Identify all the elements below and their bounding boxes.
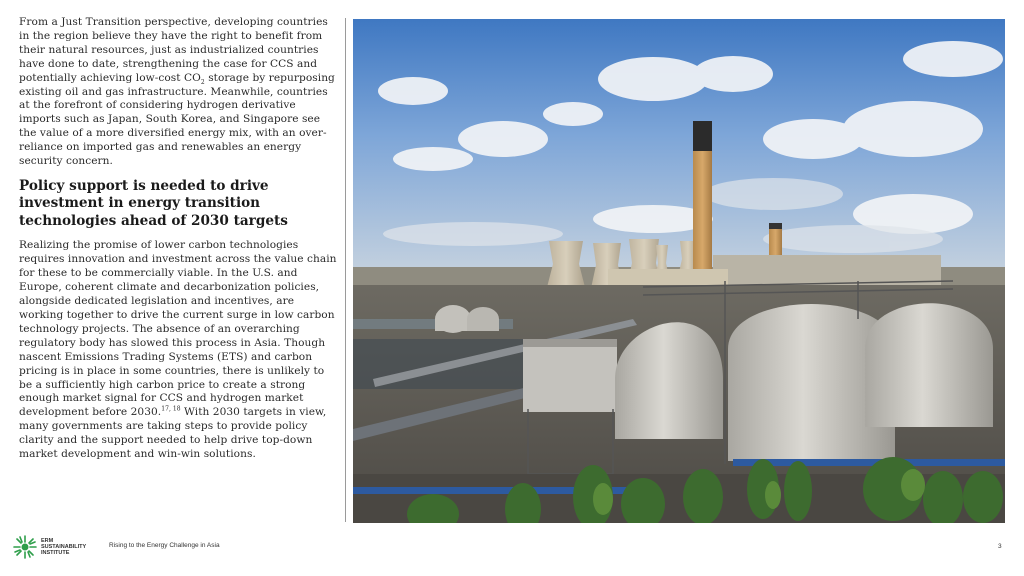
article-text [19, 16, 339, 462]
page-number: 3 [998, 543, 1002, 550]
power-station-photo [353, 19, 1005, 523]
footnote-refs[interactable]: 17, 18 [161, 405, 181, 413]
org-line-2: SUSTAINABILITY [41, 544, 87, 550]
paragraph-text: From a Just Transition perspective, developing countries in the region believe they have the right to benefit from their natural resources, just as industrialized countries have done to date, strengthening the case for CCS and potentially achieving low-cost CO [19, 16, 328, 84]
erm-logo-icon [12, 534, 38, 560]
erm-institute-name [41, 538, 86, 556]
section-heading: Policy support is needed to drive investment in energy transition technologies ahead of 2030 targets [19, 177, 288, 229]
column-divider [345, 18, 346, 522]
org-line-3: INSTITUTE [41, 550, 70, 556]
paragraph-text-end: With 2030 targets in view, many governments are taking steps to provide policy clarity and the support needed to help drive top-down market development and win-win solutions. [19, 406, 327, 461]
paragraph-just-transition [19, 16, 339, 169]
paragraph-policy-support [19, 239, 339, 462]
paragraph-text-end: storage by repurposing existing oil and gas infrastructure. Meanwhile, countries at the forefront of considering hydrogen derivative imports such as Japan, South Korea, and Singapore see the value of a more diversified energy mix, with an over-reliance on imported gas and renewables an energy security concern. [19, 71, 335, 168]
org-line-1: ERM [41, 538, 54, 544]
report-title: Rising to the Energy Challenge in Asia [109, 542, 220, 549]
co2-subscript: 2 [200, 78, 205, 86]
paragraph-text: Realizing the promise of lower carbon technologies requires innovation and investment across the value chain for these to be commercially viable. In the U.S. and Europe, coherent climate and decarbonization policies, alongside dedicated legislation and incentives, are working together to drive the current surge in low carbon technology projects. The absence of an overarching regulatory body has slowed this process in Asia. Though nascent Emissions Trading Systems (ETS) and carbon pricing is in place in some countries, there is unlikely to be a sufficiently high carbon price to create a strong enough market signal for CCS and hydrogen market development before 2030. [19, 239, 337, 419]
